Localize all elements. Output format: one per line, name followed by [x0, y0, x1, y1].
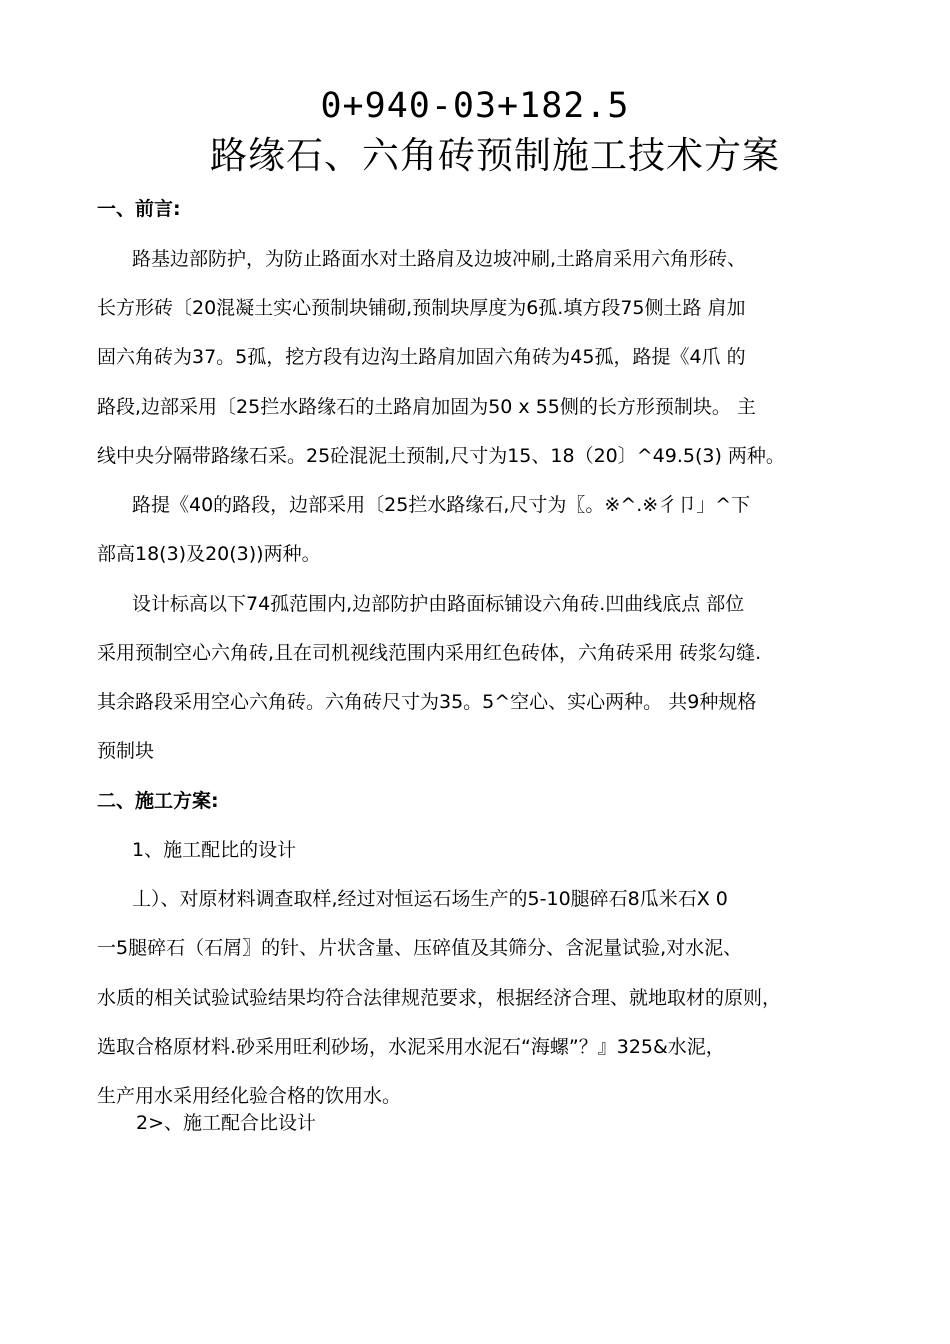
paragraph-line: 固六角砖为37。5孤，挖方段有边沟土路肩加固六角砖为45孤，路提《4爪 的 — [97, 346, 746, 368]
paragraph-line: 设计标高以下74孤范围内,边部防护由路面标铺设六角砖.凹曲线底点 部位 — [132, 593, 745, 615]
paragraph-line: 部高18(3)及20(3))两种。 — [97, 543, 321, 565]
paragraph-line: 长方形砖〔20混凝土实心预制块铺砌,预制块厚度为6孤.填方段75侧土路 肩加 — [97, 297, 746, 319]
paragraph-line: 线中央分隔带路缘石采。25砼混泥土预制,尺寸为15、18（20〕^49.5(3) 两种。 — [97, 445, 785, 467]
subheading-construction-mix: 2>、施工配合比设计 — [136, 1112, 317, 1134]
paragraph-line: 预制块 — [97, 740, 155, 762]
paragraph-line: 选取合格原材料.砂采用旺利砂场，水泥采用水泥石“海螺”？』325&水泥， — [97, 1036, 725, 1058]
paragraph-line: 生产用水采用经化验合格的饮用水。 — [97, 1085, 402, 1107]
paragraph-line: 路基边部防护，为防止路面水对土路肩及边坡冲刷,土路肩采用六角形砖、 — [132, 248, 747, 270]
paragraph-line: 一5腿碎石（石屑〗的针、片状含量、压碎值及其筛分、含泥量试验,对水泥、 — [97, 937, 743, 959]
subheading-mix-design: 1、施工配比的设计 — [132, 839, 297, 861]
section-heading-preface: 一、前言: — [97, 198, 181, 220]
paragraph-line: 其余路段采用空心六角砖。六角砖尺寸为35。5^空心、实心两种。 共9种规格 — [97, 691, 757, 713]
document-title: 路缘石、六角砖预制施工技术方案 — [210, 134, 780, 177]
section-heading-plan: 二、施工方案: — [97, 790, 219, 812]
paragraph-line: 路段,边部采用〔25拦水路缘石的土路肩加固为50 x 55侧的长方形预制块。 主 — [97, 396, 756, 418]
paragraph-line: 采用预制空心六角砖,且在司机视线范围内采用红色砖体，六角砖采用 砖浆勾缝. — [97, 642, 762, 664]
paragraph-line: 水质的相关试验试验结果均符合法律规范要求，根据经济合理、就地取材的原则， — [97, 987, 782, 1009]
document-title-station: 0+940-03+182.5 — [320, 86, 630, 126]
paragraph-line: 路提《40的路段，边部采用〔25拦水路缘石,尺寸为〖。※^.※彳卩」^下 — [132, 494, 751, 516]
paragraph-line: 丄）、对原材料调查取样,经过对恒运石场生产的5-10腿碎石8瓜米石Χ 0 — [132, 888, 728, 910]
